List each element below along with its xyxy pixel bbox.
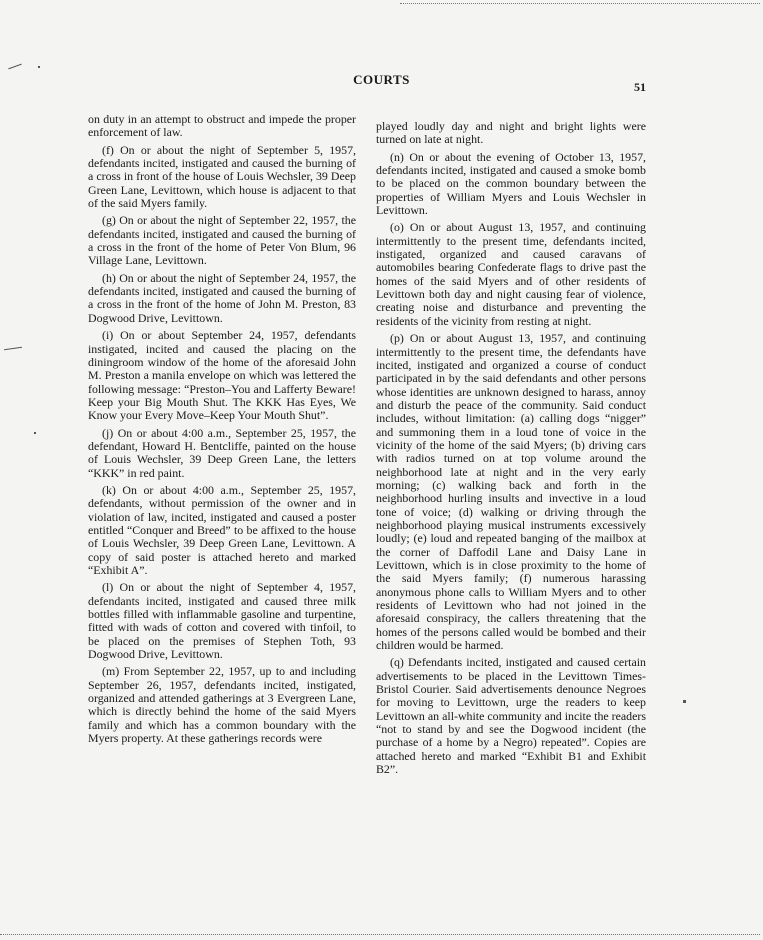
top-edge-line bbox=[400, 3, 760, 4]
margin-mark-middle bbox=[4, 347, 22, 350]
paragraph-m: (m) From September 22, 1957, up to and including September 26, 1957, defendants incited, instigated, organized and attended gatherings at 3 Evergreen Lane, which is directly behind the home of the said Myers family and which has a common boundary with the Myers property. At these gatherings records were bbox=[88, 664, 356, 746]
paragraph-q: (q) Defendants incited, instigated and caused certain advertisements to be placed in the Levittown Times-Bristol Courier. Said advertisements denounce Negroes for moving to Levittown, urge the readers to keep Levittown an all-white community and incite the readers “not to stand by and see the Dogwood incident (the purchase of a home by a Negro) repeated”. Copies are attached hereto and marked “Exhibit B1 and Exhibit B2”. bbox=[376, 655, 646, 777]
paragraph-h: (h) On or about the night of September 24, 1957, the defendants incited, instigated and caused the burning of a cross in the front of the home of John M. Preston, 83 Dogwood Drive, Levittown. bbox=[88, 270, 356, 325]
page-number: 51 bbox=[634, 80, 646, 94]
margin-mark-dot-left bbox=[34, 432, 36, 434]
left-column bbox=[88, 113, 356, 749]
paragraph-n: (n) On or about the evening of October 13, 1957, defendants incited, instigated and caused a smoke bomb to be placed on the common boundary between the properties of William Myers and Louis Wechsler in Levittown. bbox=[376, 149, 646, 218]
margin-mark-top bbox=[8, 64, 21, 70]
margin-mark-top-dot bbox=[38, 66, 40, 68]
paragraph-j: (j) On or about 4:00 a.m., September 25, 1957, the defendant, Howard H. Bentcliffe, painted on the house of Louis Wechsler, 39 Deep Green Lane, the letters “KKK” in red paint. bbox=[88, 425, 356, 480]
paragraph-i: (i) On or about September 24, 1957, defendants instigated, incited and caused the placing on the diningroom window of the home of the aforesaid John M. Preston a manila envelope on which was lettered the following message: “Preston–You and Lafferty Beware! Keep your Big Mouth Shut. The KKK Has Eyes, We Know your Every Move–Keep Your Mouth Shut”. bbox=[88, 328, 356, 423]
margin-mark-dot-right bbox=[683, 700, 686, 703]
paragraph-g: (g) On or about the night of September 22, 1957, the defendants incited, instigated and caused the burning of a cross in the front of the home of Peter Von Blum, 96 Village Lane, Levittown. bbox=[88, 213, 356, 268]
paragraph-o: (o) On or about August 13, 1957, and continuing intermittently to the present time, defendants incited, instigated, organized and caused caravans of automobiles bearing Confederate flags to drive past the homes of the said Myers and of other residents of Levittown both day and night causing fear of violence, creating noise and disturbance and preventing the residents of the vicinity from resting at night. bbox=[376, 220, 646, 328]
paragraph-k: (k) On or about 4:00 a.m., September 25, 1957, defendants, without permission of the owner and in violation of law, incited, instigated and caused a poster entitled “Conquer and Breed” to be affixed to the house of Louis Wechsler, 39 Deep Green Lane, Levittown. A copy of said poster is attached hereto and marked “Exhibit A”. bbox=[88, 482, 356, 577]
page-title: COURTS bbox=[353, 72, 410, 87]
paragraph-p: (p) On or about August 13, 1957, and continuing intermittently to the present time, the defendants have incited, instigated and organized a course of conduct participated in by the said defendants and other persons whose identities are unknown designed to harass, annoy and disturb the peace of the community. Said conduct includes, without limitation: (a) calling dogs “nigger” and summoning them in a loud tone of voice in the vicinity of the home of the said Myers; (b) driving cars with radios turned on at top volume around the neighborhood late at night and in the very early morning; (c) walking back and forth in the neighborhood hurling insults and invective in a loud tone of voice; (d) walking or driving through the neighborhood playing musical instruments excessively loudly; (e) loud and repeated banging of the mailbox at the corner of Daffodil Lane and Daisy Lane in Levittown, which is in close proximity to the home of the said Myers family; (f) numerous harassing anonymous phone calls to William Myers and to other residents of Levittown who had not joined in the aforesaid conspiracy, the callers threatening that the homes of the persons called would be bombed and their children would be harmed. bbox=[376, 331, 646, 653]
bottom-edge-line bbox=[0, 934, 760, 935]
paragraph-f: (f) On or about the night of September 5, 1957, defendants incited, instigated and caused the burning of a cross in front of the house of Louis Wechsler, 39 Deep Green Lane, Levittown, which house is adjacent to that of the said Myers family. bbox=[88, 142, 356, 211]
paragraph-l: (l) On or about the night of September 4, 1957, defendants incited, instigated and caused three milk bottles filled with inflammable gasoline and turpentine, fitted with wads of cotton and covered with tinfoil, to be placed on the premises of Stephen Toth, 93 Dogwood Drive, Levittown. bbox=[88, 580, 356, 662]
right-column bbox=[376, 120, 646, 781]
paragraph-continuation: on duty in an attempt to obstruct and impede the proper enforcement of law. bbox=[88, 112, 356, 140]
paragraph-m-continuation: played loudly day and night and bright lights were turned on late at night. bbox=[376, 119, 646, 147]
